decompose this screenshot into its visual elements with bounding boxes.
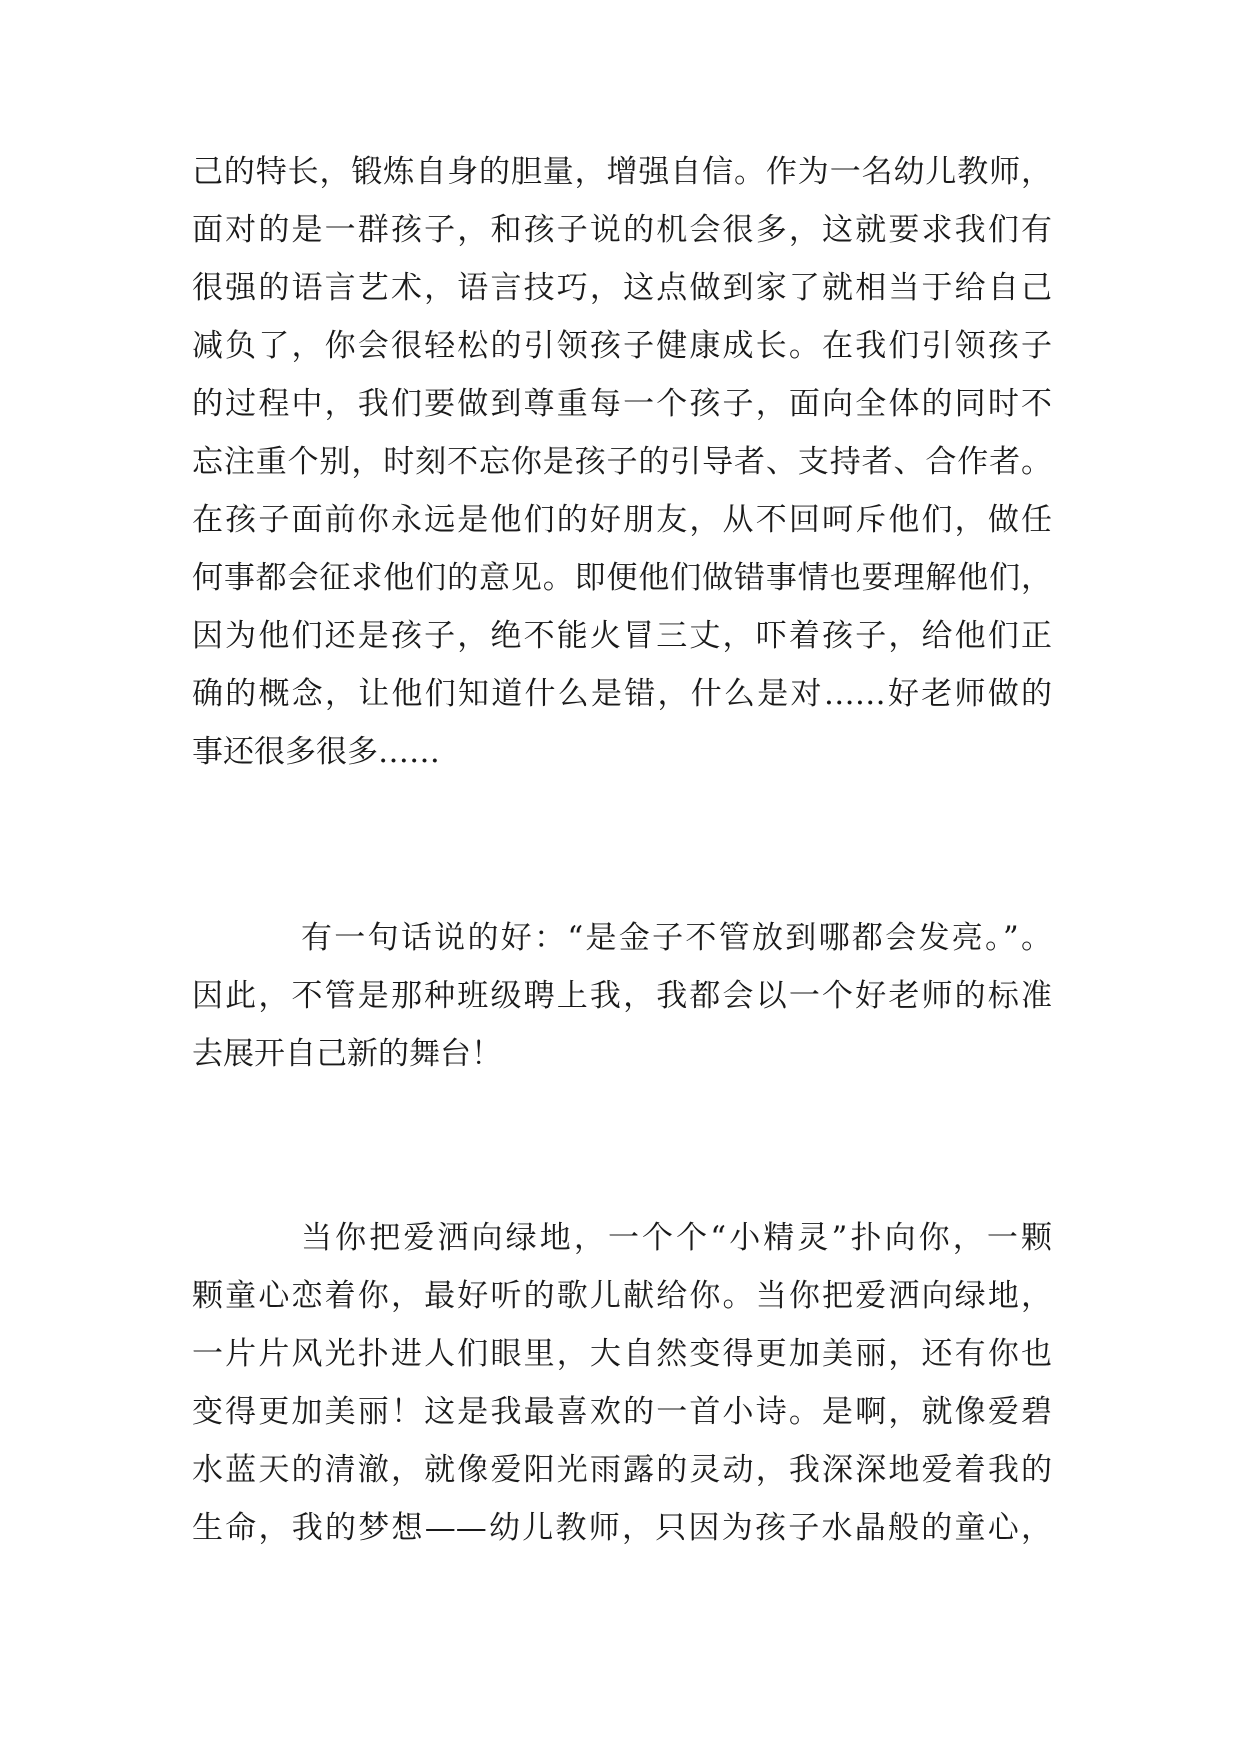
paragraph-1-line-3: 很强的语言艺术，语言技巧，这点做到家了就相当于给自己 bbox=[192, 270, 1052, 306]
paragraph-1-line-2: 面对的是一群孩子，和孩子说的机会很多，这就要求我们有 bbox=[192, 212, 1052, 248]
paragraph-3-line-6: 生命，我的梦想——幼儿教师，只因为孩子水晶般的童心， bbox=[192, 1510, 1052, 1546]
paragraph-3-line-5: 水蓝天的清澈，就像爱阳光雨露的灵动，我深深地爱着我的 bbox=[192, 1452, 1052, 1488]
paragraph-1-line-7: 在孩子面前你永远是他们的好朋友，从不回呵斥他们，做任 bbox=[192, 502, 1052, 538]
paragraph-1-line-8: 何事都会征求他们的意见。即便他们做错事情也要理解他们， bbox=[192, 560, 1052, 596]
paragraph-3-line-2: 颗童心恋着你，最好听的歌儿献给你。当你把爱洒向绿地， bbox=[192, 1278, 1052, 1314]
paragraph-1-line-10: 确的概念，让他们知道什么是错，什么是对……好老师做的 bbox=[192, 676, 1052, 712]
paragraph-1-line-5: 的过程中，我们要做到尊重每一个孩子，面向全体的同时不 bbox=[192, 386, 1052, 422]
paragraph-1-line-1: 己的特长，锻炼自身的胆量，增强自信。作为一名幼儿教师， bbox=[192, 154, 1052, 190]
paragraph-3-line-3: 一片片风光扑进人们眼里，大自然变得更加美丽，还有你也 bbox=[192, 1336, 1052, 1372]
paragraph-3-line-1: 当你把爱洒向绿地，一个个“小精灵”扑向你，一颗 bbox=[301, 1220, 1052, 1256]
paragraph-2-line-1: 有一句话说的好：“是金子不管放到哪都会发亮。”。 bbox=[301, 920, 1052, 956]
paragraph-1-line-4: 减负了，你会很轻松的引领孩子健康成长。在我们引领孩子 bbox=[192, 328, 1052, 364]
paragraph-1-line-11: 事还很多很多…… bbox=[192, 734, 440, 770]
paragraph-2-line-2: 因此，不管是那种班级聘上我，我都会以一个好老师的标准 bbox=[192, 978, 1052, 1014]
paragraph-1-line-9: 因为他们还是孩子，绝不能火冒三丈，吓着孩子，给他们正 bbox=[192, 618, 1052, 654]
paragraph-1-line-6: 忘注重个别，时刻不忘你是孩子的引导者、支持者、合作者。 bbox=[192, 444, 1052, 480]
paragraph-3-line-4: 变得更加美丽！这是我最喜欢的一首小诗。是啊，就像爱碧 bbox=[192, 1394, 1052, 1430]
paragraph-2-line-3: 去展开自己新的舞台！ bbox=[192, 1036, 502, 1072]
